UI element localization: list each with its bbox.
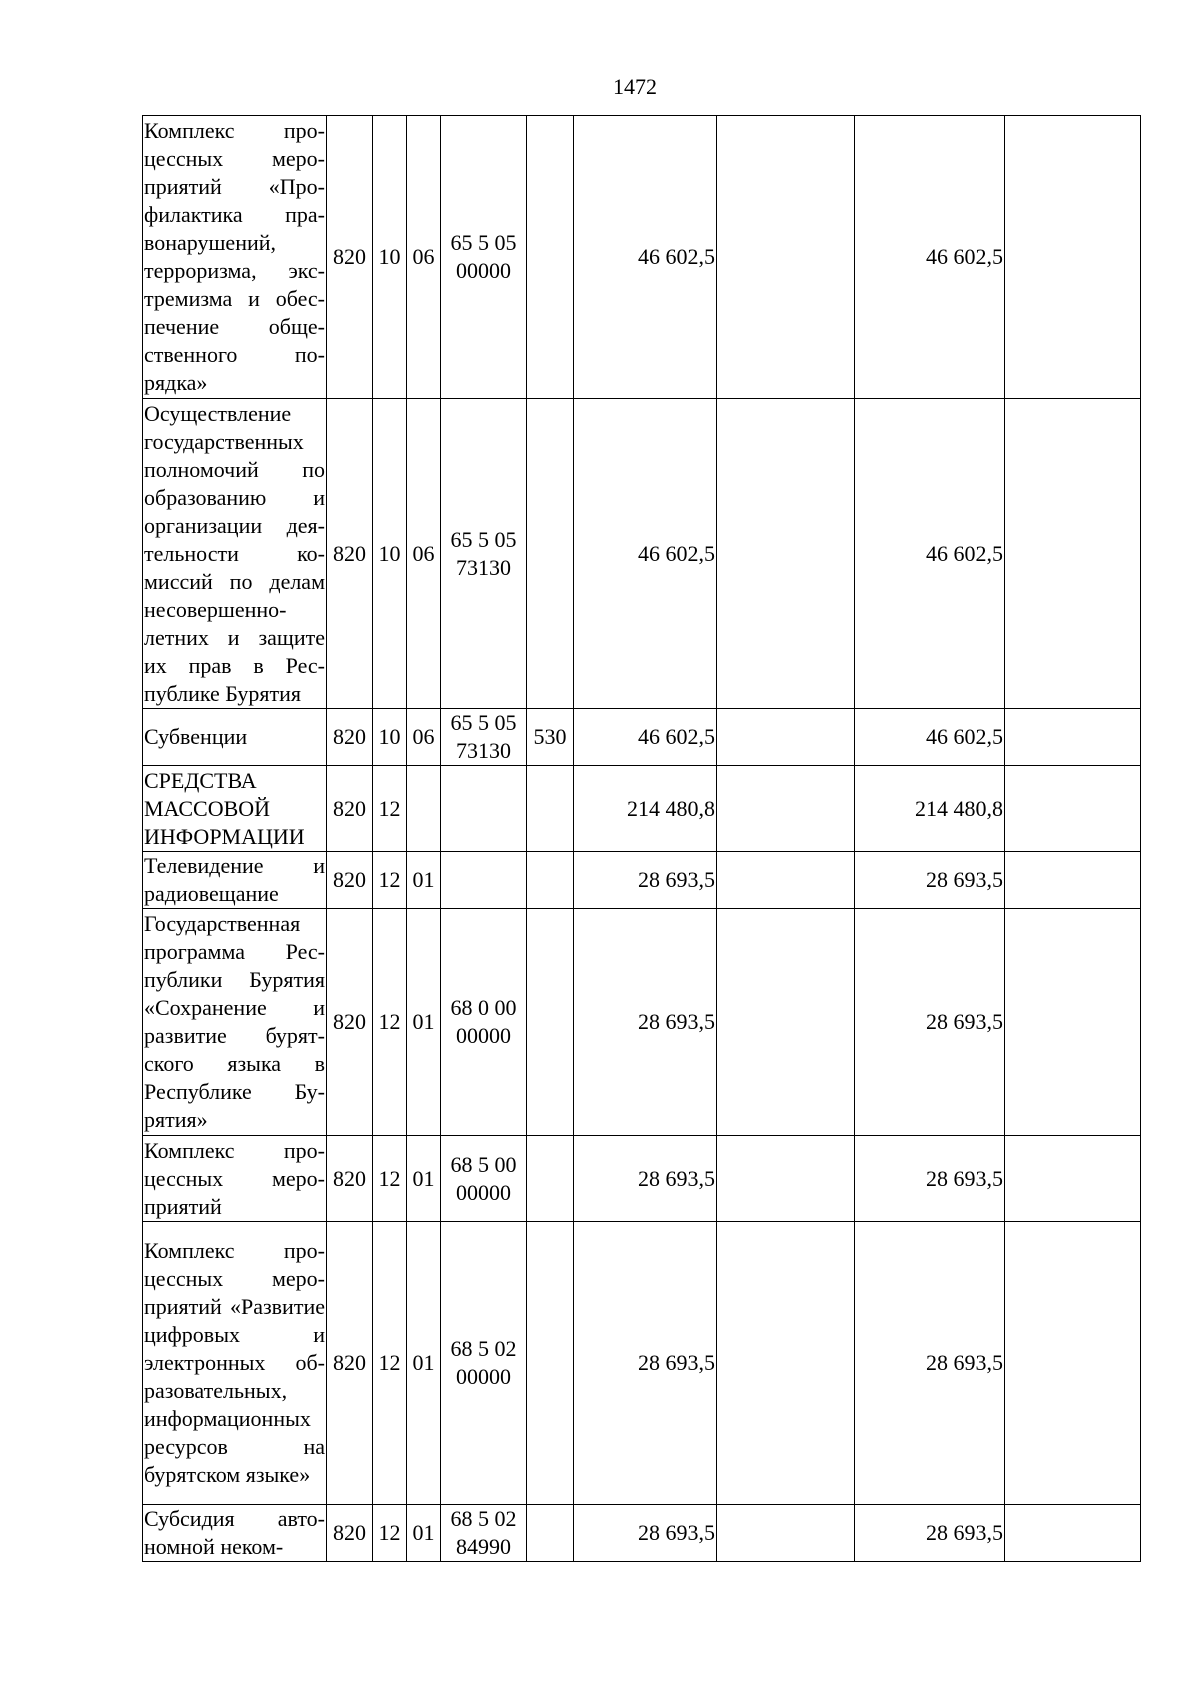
cell-grbs: 820 bbox=[327, 852, 373, 909]
table-row bbox=[143, 1222, 1141, 1505]
cell-csr bbox=[441, 766, 527, 852]
cell-csr: 68 5 00 00000 bbox=[441, 1136, 527, 1222]
cell-sum1: 28 693,5 bbox=[574, 1136, 717, 1222]
cell-sum2 bbox=[717, 709, 855, 766]
cell-sum4 bbox=[1005, 399, 1141, 709]
cell-pr: 01 bbox=[407, 1505, 441, 1562]
cell-sum3: 28 693,5 bbox=[855, 909, 1005, 1136]
cell-grbs: 820 bbox=[327, 1136, 373, 1222]
cell-rz: 12 bbox=[373, 766, 407, 852]
cell-sum2 bbox=[717, 1222, 855, 1505]
cell-csr: 68 0 00 00000 bbox=[441, 909, 527, 1136]
table-row bbox=[143, 852, 1141, 909]
cell-pr: 01 bbox=[407, 909, 441, 1136]
cell-sum4 bbox=[1005, 1505, 1141, 1562]
cell-sum4 bbox=[1005, 766, 1141, 852]
table-row bbox=[143, 766, 1141, 852]
table-row bbox=[143, 399, 1141, 709]
cell-rz: 10 bbox=[373, 116, 407, 399]
cell-csr: 68 5 02 84990 bbox=[441, 1505, 527, 1562]
table-row bbox=[143, 909, 1141, 1136]
cell-sum2 bbox=[717, 1136, 855, 1222]
cell-name: Телевидение и радиовещание bbox=[143, 852, 327, 909]
cell-sum3: 28 693,5 bbox=[855, 1505, 1005, 1562]
cell-pr: 01 bbox=[407, 1222, 441, 1505]
budget-table bbox=[142, 115, 1141, 1562]
cell-sum1: 46 602,5 bbox=[574, 709, 717, 766]
cell-sum3: 28 693,5 bbox=[855, 1136, 1005, 1222]
cell-csr: 65 5 05 73130 bbox=[441, 399, 527, 709]
cell-name: СРЕДСТВА МАССОВОЙ ИНФОРМАЦИИ bbox=[143, 766, 327, 852]
cell-sum3: 28 693,5 bbox=[855, 852, 1005, 909]
cell-sum3: 46 602,5 bbox=[855, 399, 1005, 709]
cell-vr: 530 bbox=[527, 709, 574, 766]
cell-pr: 06 bbox=[407, 399, 441, 709]
cell-rz: 10 bbox=[373, 709, 407, 766]
table-row bbox=[143, 1505, 1141, 1562]
cell-sum3: 28 693,5 bbox=[855, 1222, 1005, 1505]
cell-sum2 bbox=[717, 116, 855, 399]
cell-rz: 12 bbox=[373, 852, 407, 909]
cell-sum1: 46 602,5 bbox=[574, 116, 717, 399]
cell-name: Комплекс процессных мероприятий bbox=[143, 1136, 327, 1222]
cell-sum2 bbox=[717, 766, 855, 852]
cell-sum1: 46 602,5 bbox=[574, 399, 717, 709]
cell-grbs: 820 bbox=[327, 116, 373, 399]
cell-sum4 bbox=[1005, 116, 1141, 399]
cell-grbs: 820 bbox=[327, 709, 373, 766]
table-row bbox=[143, 116, 1141, 399]
cell-vr bbox=[527, 1222, 574, 1505]
cell-vr bbox=[527, 399, 574, 709]
cell-pr bbox=[407, 766, 441, 852]
cell-sum2 bbox=[717, 852, 855, 909]
cell-sum1: 28 693,5 bbox=[574, 909, 717, 1136]
cell-name: Субсидия автономной неком- bbox=[143, 1505, 327, 1562]
cell-sum1: 28 693,5 bbox=[574, 1222, 717, 1505]
page-number: 1472 bbox=[613, 74, 657, 99]
cell-sum3: 46 602,5 bbox=[855, 116, 1005, 399]
cell-pr: 06 bbox=[407, 116, 441, 399]
cell-grbs: 820 bbox=[327, 909, 373, 1136]
cell-rz: 12 bbox=[373, 1505, 407, 1562]
cell-vr bbox=[527, 909, 574, 1136]
cell-vr bbox=[527, 1136, 574, 1222]
cell-sum2 bbox=[717, 399, 855, 709]
cell-sum1: 28 693,5 bbox=[574, 852, 717, 909]
cell-sum2 bbox=[717, 1505, 855, 1562]
cell-name: Комплекс процессных мероприятий «Развитие цифровых и электронных образовательных, информационных ресурсов на бурятском языке» bbox=[143, 1222, 327, 1505]
cell-grbs: 820 bbox=[327, 1505, 373, 1562]
cell-sum4 bbox=[1005, 709, 1141, 766]
cell-csr: 65 5 05 73130 bbox=[441, 709, 527, 766]
cell-name: Государственная программа Республики Бурятия «Сохранение и развитие бурятского языка в Республике Бурятия» bbox=[143, 909, 327, 1136]
cell-csr bbox=[441, 852, 527, 909]
cell-sum4 bbox=[1005, 1136, 1141, 1222]
cell-sum3: 214 480,8 bbox=[855, 766, 1005, 852]
cell-sum2 bbox=[717, 909, 855, 1136]
cell-vr bbox=[527, 852, 574, 909]
cell-sum3: 46 602,5 bbox=[855, 709, 1005, 766]
cell-vr bbox=[527, 116, 574, 399]
table-row bbox=[143, 1136, 1141, 1222]
cell-name: Субвенции bbox=[143, 709, 327, 766]
cell-pr: 01 bbox=[407, 1136, 441, 1222]
cell-grbs: 820 bbox=[327, 1222, 373, 1505]
cell-rz: 12 bbox=[373, 1222, 407, 1505]
cell-csr: 65 5 05 00000 bbox=[441, 116, 527, 399]
cell-sum1: 214 480,8 bbox=[574, 766, 717, 852]
table-row bbox=[143, 709, 1141, 766]
cell-name: Комплекс процессных мероприятий «Профилактика правонарушений, терроризма, экстремизма и обеспечение общественного порядка» bbox=[143, 116, 327, 399]
cell-rz: 12 bbox=[373, 909, 407, 1136]
cell-csr: 68 5 02 00000 bbox=[441, 1222, 527, 1505]
cell-rz: 12 bbox=[373, 1136, 407, 1222]
cell-grbs: 820 bbox=[327, 399, 373, 709]
cell-sum4 bbox=[1005, 852, 1141, 909]
cell-rz: 10 bbox=[373, 399, 407, 709]
cell-sum1: 28 693,5 bbox=[574, 1505, 717, 1562]
cell-pr: 06 bbox=[407, 709, 441, 766]
cell-sum4 bbox=[1005, 1222, 1141, 1505]
cell-name: Осуществление государственных полномочий по образованию и организации деятельности комиссий по делам несовершеннолетних и защите их прав в Республике Бурятия bbox=[143, 399, 327, 709]
cell-vr bbox=[527, 1505, 574, 1562]
cell-sum4 bbox=[1005, 909, 1141, 1136]
cell-vr bbox=[527, 766, 574, 852]
cell-grbs: 820 bbox=[327, 766, 373, 852]
cell-pr: 01 bbox=[407, 852, 441, 909]
